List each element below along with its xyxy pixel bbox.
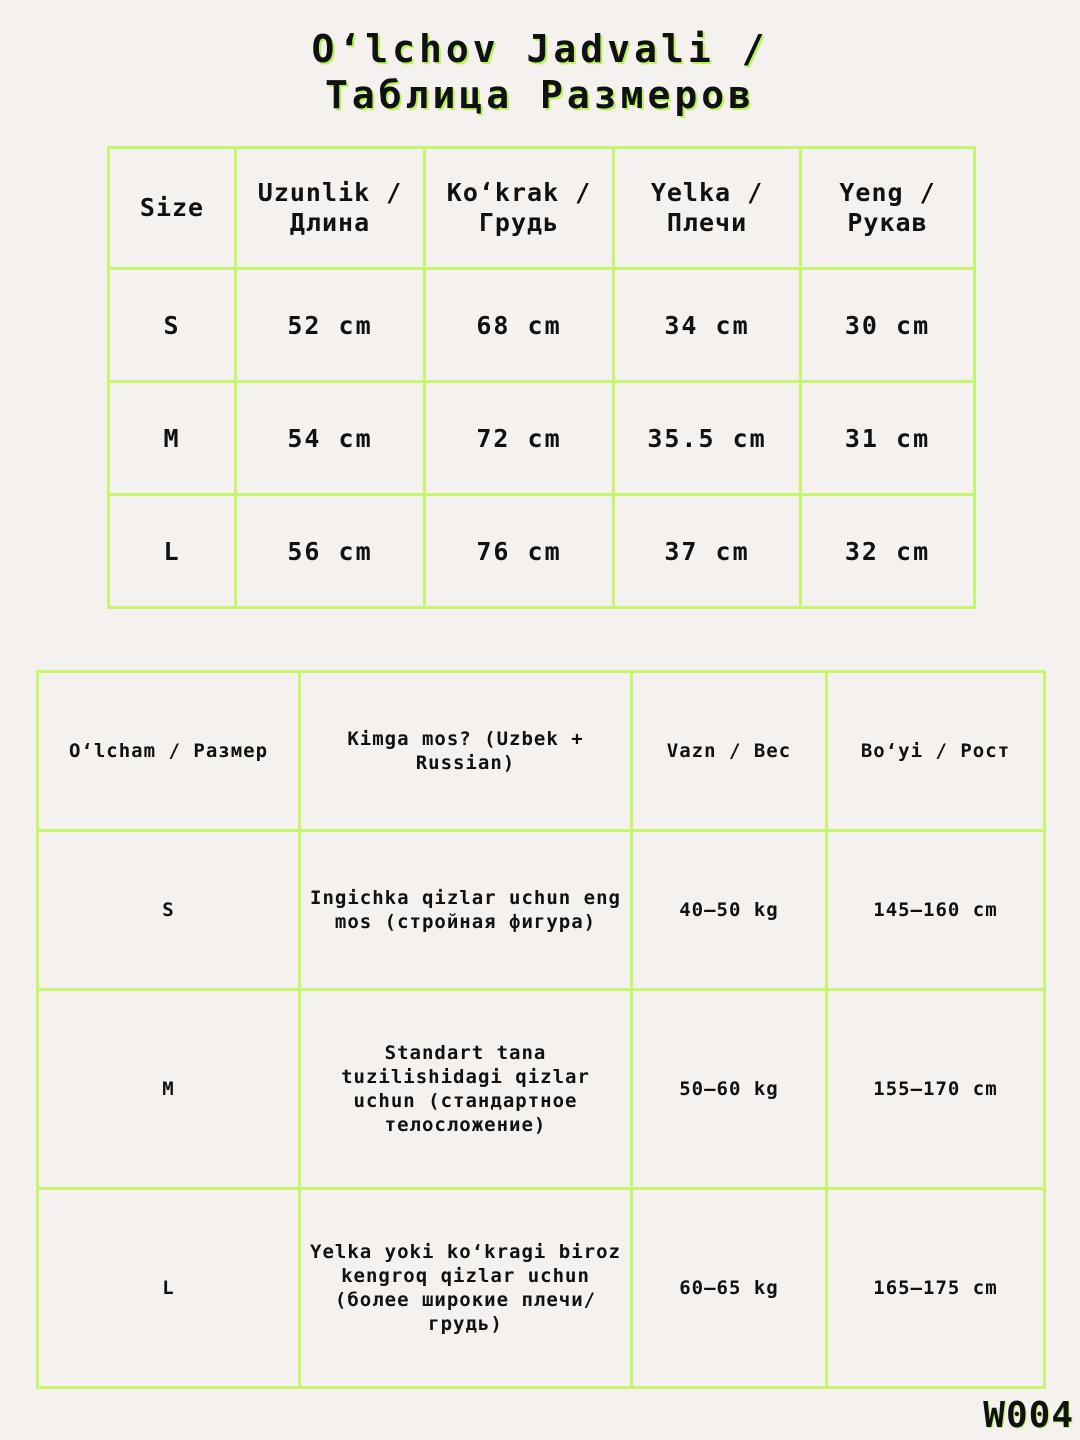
table-row [38,1189,1045,1388]
size-cell: L [38,1189,300,1388]
chest-cell: 68 cm [425,269,614,382]
size-cell: S [109,269,236,382]
shoulder-cell: 34 cm [614,269,801,382]
suitable-for-cell: Ingichka qizlar uchun eng mos (стройная фигура) [300,831,632,990]
shoulder-cell: 37 cm [614,495,801,608]
length-cell: 56 cm [236,495,425,608]
size-cell: M [38,990,300,1189]
table-row [109,495,975,608]
size-cell: L [109,495,236,608]
weight-cell: 40–50 kg [632,831,827,990]
column-header-size: Size [109,148,236,269]
weight-cell: 50–60 kg [632,990,827,1189]
sleeve-cell: 31 cm [801,382,975,495]
table-row [38,990,1045,1189]
column-header-weight: Vazn / Вес [632,672,827,831]
page-title-line-2: Таблица Размеров [324,73,756,117]
height-cell: 165–175 cm [827,1189,1045,1388]
shoulder-cell: 35.5 cm [614,382,801,495]
size-measurement-table [107,146,976,609]
length-cell: 54 cm [236,382,425,495]
column-header-height: Bo‘yi / Рост [827,672,1045,831]
height-cell: 145–160 cm [827,831,1045,990]
table-header-row [109,148,975,269]
column-header-sleeve: Yeng / Рукав [801,148,975,269]
page-title [0,26,1080,118]
sleeve-cell: 30 cm [801,269,975,382]
page-title-line-1: O‘lchov Jadvali / [311,27,769,71]
table-header-row [38,672,1045,831]
weight-cell: 60–65 kg [632,1189,827,1388]
suitable-for-cell: Standart tana tuzilishidagi qizlar uchun (стандартное телосложение) [300,990,632,1189]
column-header-size: O‘lcham / Размер [38,672,300,831]
chest-cell: 76 cm [425,495,614,608]
length-cell: 52 cm [236,269,425,382]
column-header-length: Uzunlik / Длина [236,148,425,269]
suitable-for-cell: Yelka yoki ko‘kragi biroz kengroq qizlar uchun (более широкие плечи/грудь) [300,1189,632,1388]
chest-cell: 72 cm [425,382,614,495]
table-row [109,269,975,382]
size-cell: M [109,382,236,495]
sleeve-cell: 32 cm [801,495,975,608]
table-row [109,382,975,495]
height-cell: 155–170 cm [827,990,1045,1189]
column-header-shoulder: Yelka / Плечи [614,148,801,269]
column-header-suitable-for: Kimga mos? (Uzbek + Russian) [300,672,632,831]
size-cell: S [38,831,300,990]
column-header-chest: Ko‘krak / Грудь [425,148,614,269]
product-code: W004 [983,1395,1074,1436]
size-fit-guide-table [36,670,1046,1389]
table-row [38,831,1045,990]
